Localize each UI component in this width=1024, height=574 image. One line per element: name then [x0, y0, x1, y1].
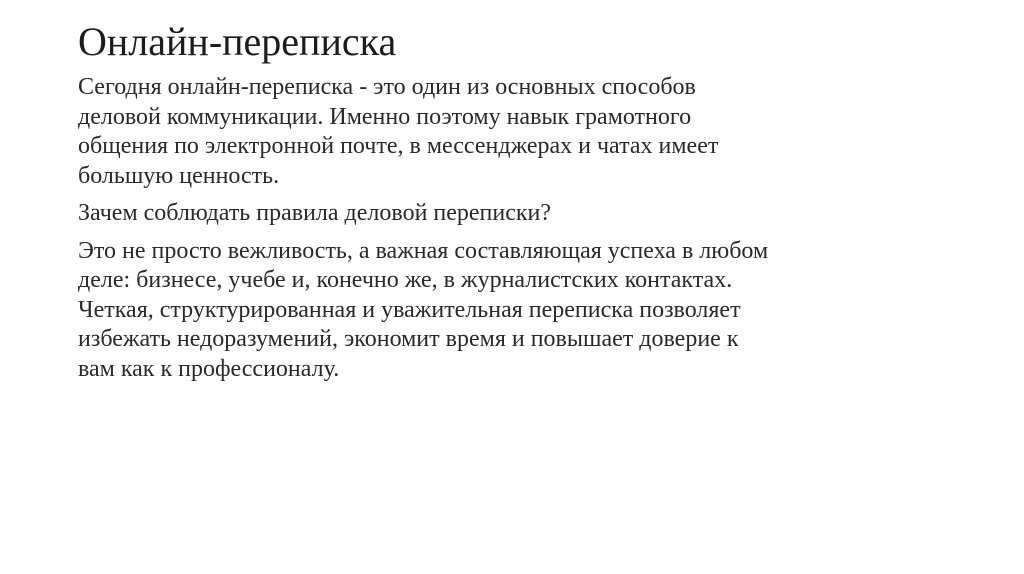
paragraph-line: Зачем соблюдать правила деловой переписки?	[78, 200, 552, 226]
paragraph-answer	[78, 237, 958, 385]
paragraph-line: общения по электронной почте, в мессенджерах и чатах имеет	[78, 133, 719, 159]
paragraph-question	[78, 199, 958, 229]
paragraph-line: избежать недоразумений, экономит время и повышает доверие к	[78, 326, 739, 352]
paragraph-line: Сегодня онлайн-переписка - это один из основных способов	[78, 74, 696, 100]
slide-title: Онлайн-переписка	[78, 19, 397, 64]
paragraph-intro	[78, 73, 958, 191]
paragraph-line: вам как к профессионалу.	[78, 355, 340, 382]
paragraph-line: деле: бизнесе, учебе и, конечно же, в журналистских контактах.	[78, 267, 733, 293]
slide-body	[78, 73, 958, 392]
paragraph-line: большую ценность.	[78, 162, 280, 189]
paragraph-line: Четкая, структурированная и уважительная переписка позволяет	[78, 296, 741, 323]
paragraph-line: Это не просто вежливость, а важная составляющая успеха в любом	[78, 237, 769, 264]
paragraph-line: деловой коммуникации. Именно поэтому навык грамотного	[78, 103, 692, 130]
